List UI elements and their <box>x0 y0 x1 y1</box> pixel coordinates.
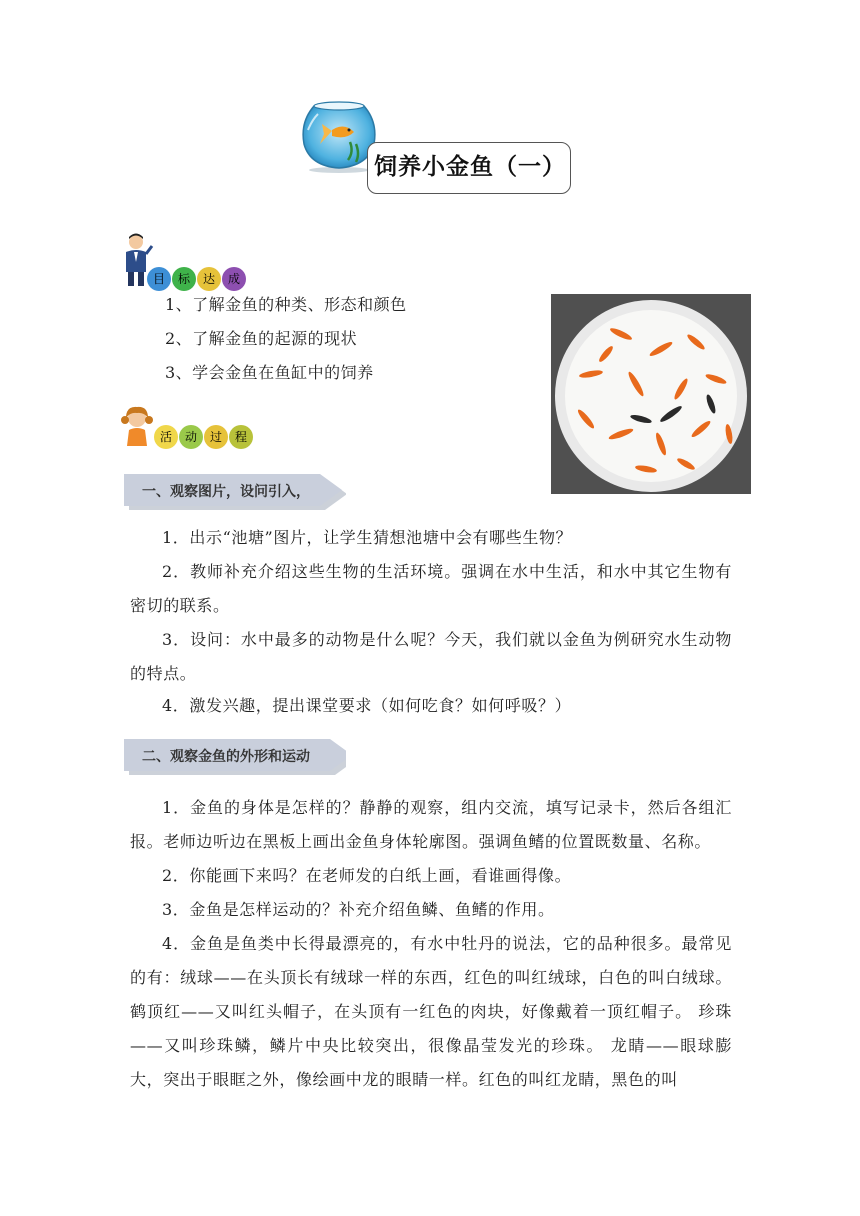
paragraph: 3．设问：水中最多的动物是什么呢？今天，我们就以金鱼为例研究水生动物的特点。 <box>130 630 732 683</box>
paragraph: 2．教师补充介绍这些生物的生活环境。强调在水中生活，和水中其它生物有密切的联系。 <box>130 562 732 615</box>
badge-char: 过 <box>204 425 228 449</box>
paragraph: 4．金鱼是鱼类中长得最漂亮的，有水中牡丹的说法，它的品种很多。最常见的有：绒球——在头顶长有绒球一样的东西，红色的叫红绒球，白色的叫白绒球。 鹤顶红——又叫红头帽子，在头顶有一红色的肉块，好像戴着一顶红帽子。 珍珠——又叫珍珠鳞，鳞片中央比较突出，很像晶莹发光的珍珠。 龙睛——眼球膨大，突出于眼眶之外，像绘画中龙的眼睛一样。红色的叫红龙睛，黑色的叫 <box>130 934 732 1089</box>
goal-item: 3、学会金鱼在鱼缸中的饲养 <box>165 363 374 382</box>
section-heading: 一、观察图片，设问引入， <box>142 484 310 500</box>
badge-char: 成 <box>222 267 246 291</box>
badge-char: 标 <box>172 267 196 291</box>
paragraph: 2．你能画下来吗？在老师发的白纸上画，看谁画得像。 <box>162 866 572 885</box>
goal-item: 1、了解金鱼的种类、形态和颜色 <box>165 295 407 314</box>
goal-item: 2、了解金鱼的起源的现状 <box>165 329 358 348</box>
paragraph: 3．金鱼是怎样运动的？补充介绍鱼鳞、鱼鳍的作用。 <box>162 900 555 919</box>
badge-char: 目 <box>147 267 171 291</box>
goldfish-photo <box>551 294 751 494</box>
badge-char: 程 <box>229 425 253 449</box>
badge-char: 动 <box>179 425 203 449</box>
paragraph: 4．激发兴趣，提出课堂要求（如何吃食？如何呼吸？） <box>162 696 572 715</box>
page-title: 饲养小金鱼（一） <box>374 154 566 180</box>
goals-badge <box>147 267 246 291</box>
badge-char: 活 <box>154 425 178 449</box>
student-icon <box>120 404 154 448</box>
badge-char: 达 <box>197 267 221 291</box>
paragraph: 1．出示“池塘”图片，让学生猜想池塘中会有哪些生物？ <box>162 528 573 547</box>
process-badge <box>154 425 253 449</box>
paragraph: 1．金鱼的身体是怎样的？静静的观察，组内交流，填写记录卡，然后各组汇报。老师边听边在黑板上画出金鱼身体轮廓图。强调鱼鳍的位置既数量、名称。 <box>130 798 732 851</box>
section-heading: 二、观察金鱼的外形和运动 <box>142 749 310 765</box>
